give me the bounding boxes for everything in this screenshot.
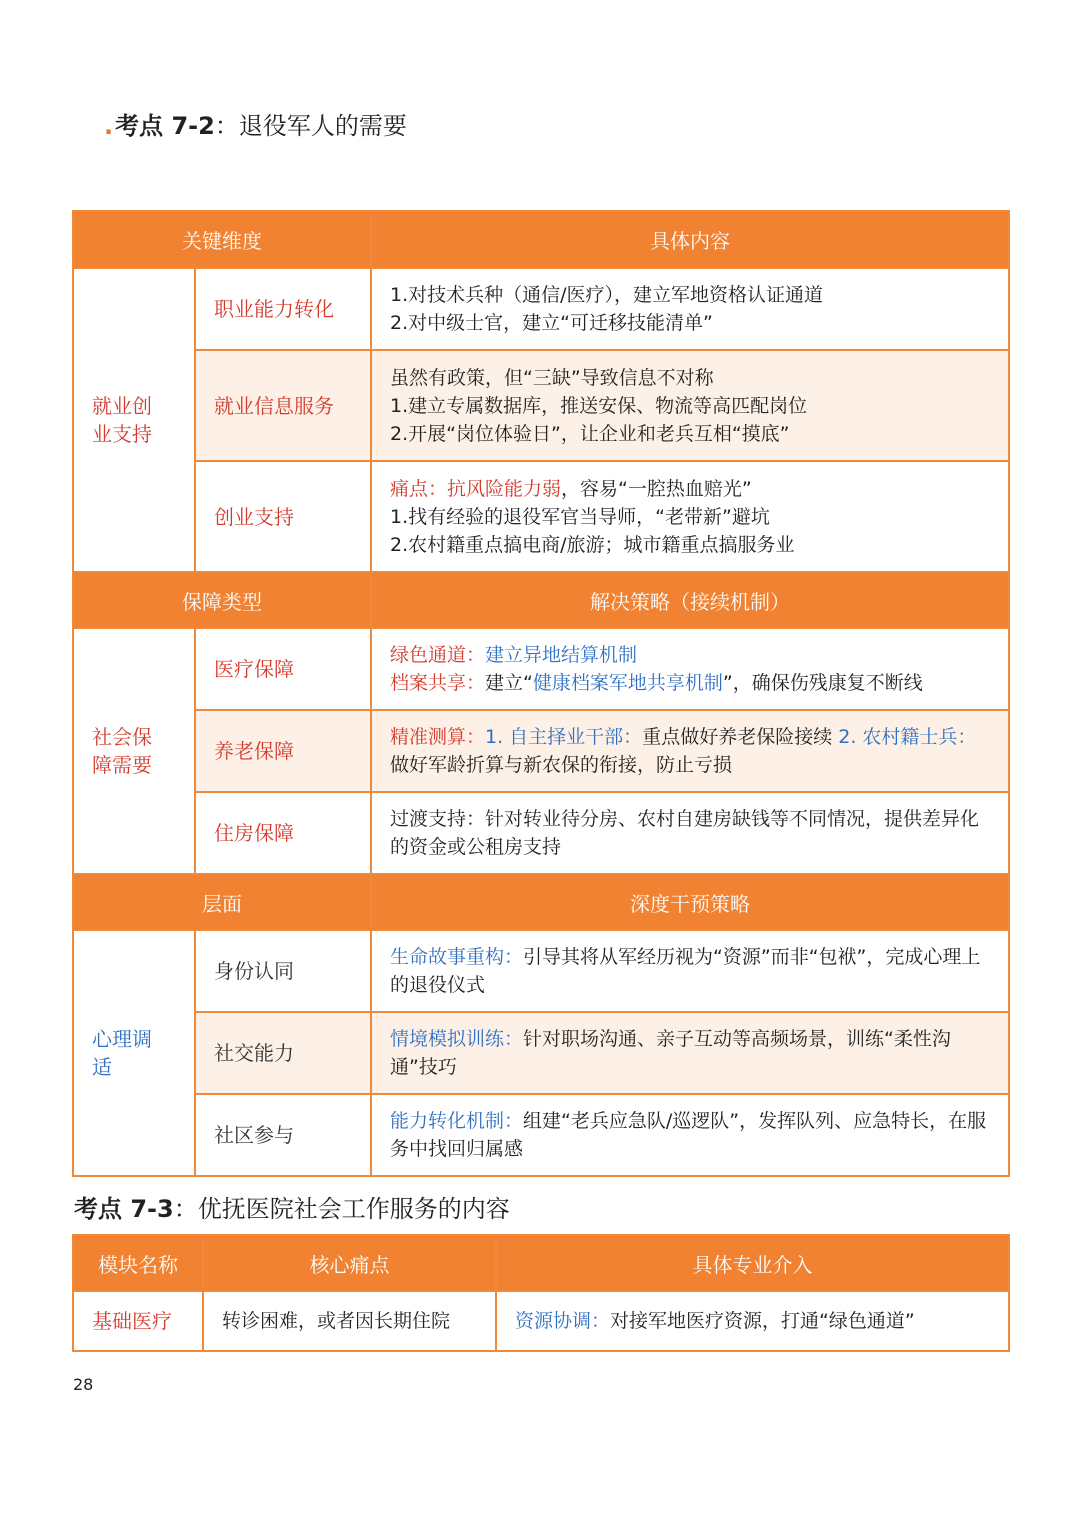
content-cell (371, 930, 1009, 1012)
table-row (73, 930, 1009, 1012)
content-line: 1.对技术兵种（通信/医疗），建立军地资格认证通道 (390, 284, 824, 306)
strategy-label: 能力转化机制： (390, 1110, 524, 1132)
strategy-label: 档案共享： (390, 672, 486, 694)
table-row (73, 1094, 1009, 1176)
table-row (73, 461, 1009, 572)
intervention-cell (496, 1291, 1009, 1351)
strategy-label: 精准测算： (390, 726, 486, 748)
content-line (390, 669, 990, 697)
header-cell: 解决策略（接续机制） (371, 572, 1009, 628)
content-cell (371, 792, 1009, 874)
subcategory-cell: 住房保障 (195, 792, 371, 874)
content-cell (371, 268, 1009, 350)
table-header-row (73, 211, 1009, 268)
subcategory-cell: 身份认同 (195, 930, 371, 1012)
content-cell (371, 710, 1009, 792)
strategy-text: 组建“老兵应急队/巡逻队”，发挥队列、应急特长，在服务中找回归属感 (390, 1110, 987, 1160)
table-row (73, 268, 1009, 350)
strategy-text: ”，确保伤残康复不断线 (722, 672, 923, 694)
content-paragraph (390, 943, 990, 999)
strategy-label: 生命故事重构： (390, 946, 524, 968)
table-row (73, 1291, 1009, 1351)
content-cell (371, 461, 1009, 572)
header-cell: 模块名称 (73, 1235, 203, 1291)
subcategory-cell: 就业信息服务 (195, 350, 371, 461)
table-header-row (73, 874, 1009, 930)
heading-title: 优抚医院社会工作服务的内容 (197, 1195, 510, 1223)
category-label: 就业创业支持 (92, 394, 152, 446)
category-label: 心理调适 (92, 1027, 152, 1079)
subcategory-cell: 创业支持 (195, 461, 371, 572)
table-row (73, 1012, 1009, 1094)
strategy-text: 建立“ (485, 672, 533, 694)
strategy-label: 绿色通道： (390, 644, 486, 666)
table-row (73, 350, 1009, 461)
bullet-dot-icon: . (104, 112, 114, 140)
content-paragraph (390, 723, 990, 779)
header-cell: 具体内容 (371, 211, 1009, 268)
content-line (390, 475, 990, 503)
table-header-row (73, 572, 1009, 628)
subcategory-cell: 职业能力转化 (195, 268, 371, 350)
content-line: 1.找有经验的退役军官当导师，“老带新”避坑 (390, 505, 770, 528)
heading-prefix: 考点 7-3 (74, 1195, 174, 1223)
page-number: 28 (73, 1375, 94, 1394)
content-line: 虽然有政策，但“三缺”导致信息不对称 (390, 366, 714, 389)
pain-text: ，容易“一腔热血赔光” (561, 477, 752, 500)
content-line (515, 1307, 990, 1335)
module-cell: 基础医疗 (73, 1291, 203, 1351)
header-cell: 关键维度 (73, 211, 371, 268)
strategy-label: 资源协调： (515, 1310, 611, 1332)
content-line: 2.农村籍重点搞电商/旅游；城市籍重点搞服务业 (390, 533, 795, 556)
table-row (73, 628, 1009, 710)
header-cell: 核心痛点 (203, 1235, 496, 1291)
subcategory-cell: 社交能力 (195, 1012, 371, 1094)
subcategory-cell: 社区参与 (195, 1094, 371, 1176)
hospital-service-table (72, 1234, 1010, 1352)
heading-title: 退役军人的需要 (238, 112, 407, 140)
pain-label: 痛点：抗风险能力弱 (390, 477, 562, 500)
heading-sep: ： (214, 112, 239, 140)
content-line: 2.开展“岗位体验日”，让企业和老兵互相“摸底” (390, 422, 790, 445)
table-row (73, 710, 1009, 792)
subcategory-cell: 养老保障 (195, 710, 371, 792)
strategy-text: 针对职场沟通、亲子互动等高频场景，训练“柔性沟通”技巧 (390, 1028, 951, 1078)
content-line: 1.建立专属数据库，推送安保、物流等高匹配岗位 (390, 394, 808, 417)
header-cell: 层面 (73, 874, 371, 930)
content-cell (371, 1094, 1009, 1176)
strategy-text: 引导其将从军经历视为“资源”而非“包袱”，完成心理上的退役仪式 (390, 946, 981, 996)
content-paragraph (390, 1107, 990, 1163)
header-cell: 深度干预策略 (371, 874, 1009, 930)
header-cell: 保障类型 (73, 572, 371, 628)
section-heading-7-3 (74, 1189, 510, 1224)
category-label: 社会保障需要 (92, 725, 152, 777)
category-cell (73, 268, 195, 572)
strategy-highlight: 健康档案军地共享机制 (532, 672, 723, 694)
section-heading-7-2 (104, 106, 407, 141)
table-row (73, 792, 1009, 874)
strategy-text: 对接军地医疗资源，打通“绿色通道” (610, 1310, 915, 1332)
strategy-text: 重点做好养老保险接续 (642, 726, 839, 748)
veteran-needs-table (72, 210, 1010, 1177)
pain-cell: 转诊困难，或者因长期住院 (203, 1291, 496, 1351)
content-paragraph: 过渡支持：针对转业待分房、农村自建房缺钱等不同情况，提供差异化的资金或公租房支持 (390, 808, 980, 858)
content-clip (390, 641, 990, 697)
content-line (390, 641, 990, 669)
heading-sep: ： (173, 1195, 198, 1223)
strategy-label: 情境模拟训练： (390, 1028, 524, 1050)
header-cell: 具体专业介入 (496, 1235, 1009, 1291)
strategy-highlight: 1. 自主择业干部： (485, 726, 643, 748)
content-paragraph (390, 1025, 990, 1081)
category-cell (73, 628, 195, 874)
strategy-text: 做好军龄折算与新农保的衔接，防止亏损 (390, 754, 733, 776)
content-cell (371, 350, 1009, 461)
content-line: 2.对中级士官，建立“可迁移技能清单” (390, 312, 713, 334)
strategy-highlight: 2. 农村籍士兵： (838, 726, 977, 748)
content-cell (371, 628, 1009, 710)
table-header-row (73, 1235, 1009, 1291)
category-cell (73, 930, 195, 1176)
heading-prefix: 考点 7-2 (115, 112, 215, 140)
subcategory-cell: 医疗保障 (195, 628, 371, 710)
content-cell (371, 1012, 1009, 1094)
strategy-text: 建立异地结算机制 (485, 644, 638, 666)
